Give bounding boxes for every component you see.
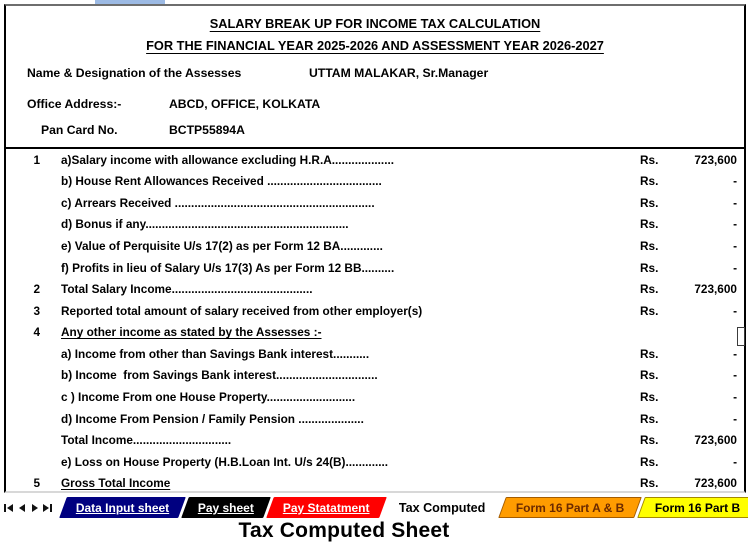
row-amount: 723,600 <box>694 152 737 167</box>
last-sheet-icon-glyph <box>43 504 49 512</box>
row-amount: - <box>733 239 737 254</box>
row-amount: - <box>733 303 737 318</box>
first-sheet-icon-glyph <box>7 504 13 512</box>
currency-label: Rs. <box>640 195 659 210</box>
row-amount: 723,600 <box>694 476 737 491</box>
table-row[interactable] <box>6 451 744 473</box>
currency-label: Rs. <box>640 260 659 275</box>
table-row[interactable] <box>6 171 744 193</box>
table-row[interactable] <box>6 322 744 344</box>
sheet-tab-pay-sheet[interactable] <box>182 497 272 518</box>
field-value: ABCD, OFFICE, KOLKATA <box>169 97 321 111</box>
row-description: e) Value of Perquisite U/s 17(2) as per Form 12 BA............. <box>61 239 383 254</box>
currency-label: Rs. <box>640 282 659 297</box>
currency-label: Rs. <box>640 476 659 491</box>
table-row[interactable] <box>6 192 744 214</box>
assessee-field[interactable] <box>27 96 744 112</box>
next-sheet-icon[interactable] <box>28 497 41 518</box>
row-amount: - <box>733 411 737 426</box>
row-description: b) House Rent Allowances Received ................................... <box>61 174 382 189</box>
sheet-tab-data-input-sheet[interactable] <box>59 497 186 518</box>
row-description: Reported total amount of salary received from other employer(s) <box>61 303 423 318</box>
row-number: 5 <box>33 476 40 491</box>
assessee-field[interactable] <box>41 122 744 138</box>
table-row[interactable] <box>6 343 744 365</box>
row-description: c ) Income From one House Property........................... <box>61 389 356 404</box>
sheet-tab-tax-computed[interactable] <box>382 497 502 518</box>
previous-sheet-icon[interactable] <box>15 497 28 518</box>
scrollbar-thumb[interactable] <box>737 327 745 346</box>
row-amount: - <box>733 195 737 210</box>
row-amount: 723,600 <box>694 433 737 448</box>
row-description: d) Bonus if any.............................................................. <box>61 217 349 232</box>
tax-computed-sheet <box>4 4 746 493</box>
field-value: UTTAM MALAKAR, Sr.Manager <box>309 66 489 80</box>
next-sheet-icon-glyph <box>32 504 38 512</box>
currency-label: Rs. <box>640 389 659 404</box>
first-sheet-icon[interactable] <box>2 497 15 518</box>
field-value: BCTP55894A <box>169 123 245 137</box>
field-label: Pan Card No. <box>41 123 118 137</box>
sheet-tab-form-16-part-b[interactable] <box>637 497 748 518</box>
row-amount: - <box>733 368 737 383</box>
currency-label: Rs. <box>640 433 659 448</box>
salary-table <box>6 149 744 494</box>
currency-label: Rs. <box>640 454 659 469</box>
table-row[interactable] <box>6 278 744 300</box>
row-description: a) Income from other than Savings Bank interest........... <box>61 346 370 361</box>
row-description: Any other income as stated by the Assesses :- <box>61 325 322 340</box>
sheet-tab-label: Pay sheet <box>198 500 255 515</box>
row-description: Total Salary Income........................................... <box>61 282 313 297</box>
table-row[interactable] <box>6 214 744 236</box>
row-amount: 723,600 <box>694 282 737 297</box>
row-amount: - <box>733 346 737 361</box>
sheet-tab-label: Form 16 Part A & B <box>515 500 625 515</box>
table-row[interactable] <box>6 365 744 387</box>
row-number: 1 <box>33 152 40 167</box>
sheet-title-line1: SALARY BREAK UP FOR INCOME TAX CALCULATION <box>209 16 541 31</box>
row-amount: - <box>733 454 737 469</box>
sheet-tab-pay-statatment[interactable] <box>267 497 387 518</box>
table-row[interactable] <box>6 386 744 408</box>
row-description: Gross Total Income <box>61 476 171 491</box>
sheet-tab-form-16-part-a-b[interactable] <box>498 497 642 518</box>
sheet-tab-label: Form 16 Part B <box>655 500 741 515</box>
table-row[interactable] <box>6 149 744 171</box>
row-amount: - <box>733 389 737 404</box>
row-description: e) Loss on House Property (H.B.Loan Int. U/s 24(B)............. <box>61 454 389 469</box>
table-row[interactable] <box>6 472 744 494</box>
tab-scroll-buttons <box>0 497 54 518</box>
row-number: 2 <box>33 282 40 297</box>
field-label: Office Address:- <box>27 97 122 111</box>
row-description: a)Salary income with allowance excluding H.R.A................... <box>61 152 395 167</box>
table-row[interactable] <box>6 257 744 279</box>
currency-label: Rs. <box>640 303 659 318</box>
sheet-titles <box>6 6 744 57</box>
currency-label: Rs. <box>640 411 659 426</box>
table-row[interactable] <box>6 429 744 451</box>
row-description: f) Profits in lieu of Salary U/s 17(3) As per Form 12 BB.......... <box>61 260 395 275</box>
table-row[interactable] <box>6 408 744 430</box>
sheet-caption: Tax Computed Sheet <box>238 519 450 542</box>
row-amount: - <box>733 174 737 189</box>
currency-label: Rs. <box>640 346 659 361</box>
row-description: b) Income from Savings Bank interest............................... <box>61 368 378 383</box>
row-number: 4 <box>33 325 40 340</box>
row-description: c) Arrears Received ............................................................. <box>61 195 375 210</box>
currency-label: Rs. <box>640 152 659 167</box>
row-description: Total Income.............................. <box>61 433 232 448</box>
sheet-tab-label: Tax Computed <box>399 500 486 515</box>
assessee-field[interactable] <box>27 65 744 81</box>
row-description: d) Income From Pension / Family Pension .................... <box>61 411 364 426</box>
sheet-title-line2: FOR THE FINANCIAL YEAR 2025-2026 AND ASSESSMENT YEAR 2026-2027 <box>146 38 604 53</box>
table-row[interactable] <box>6 235 744 257</box>
row-amount: - <box>733 217 737 232</box>
assessee-fields <box>6 65 744 138</box>
sheet-tab-label: Pay Statatment <box>283 500 371 515</box>
row-amount: - <box>733 260 737 275</box>
sheet-tab-label: Data Input sheet <box>76 500 170 515</box>
first-sheet-icon-glyph <box>4 504 6 512</box>
currency-label: Rs. <box>640 217 659 232</box>
previous-sheet-icon-glyph <box>19 504 25 512</box>
last-sheet-icon-glyph <box>50 504 52 512</box>
row-number: 3 <box>33 303 40 318</box>
currency-label: Rs. <box>640 174 659 189</box>
field-label: Name & Designation of the Assesses <box>27 66 242 80</box>
currency-label: Rs. <box>640 368 659 383</box>
table-row[interactable] <box>6 300 744 322</box>
last-sheet-icon[interactable] <box>41 497 54 518</box>
currency-label: Rs. <box>640 239 659 254</box>
sheet-tab-bar <box>0 497 748 518</box>
sheet-tabs <box>63 497 748 518</box>
